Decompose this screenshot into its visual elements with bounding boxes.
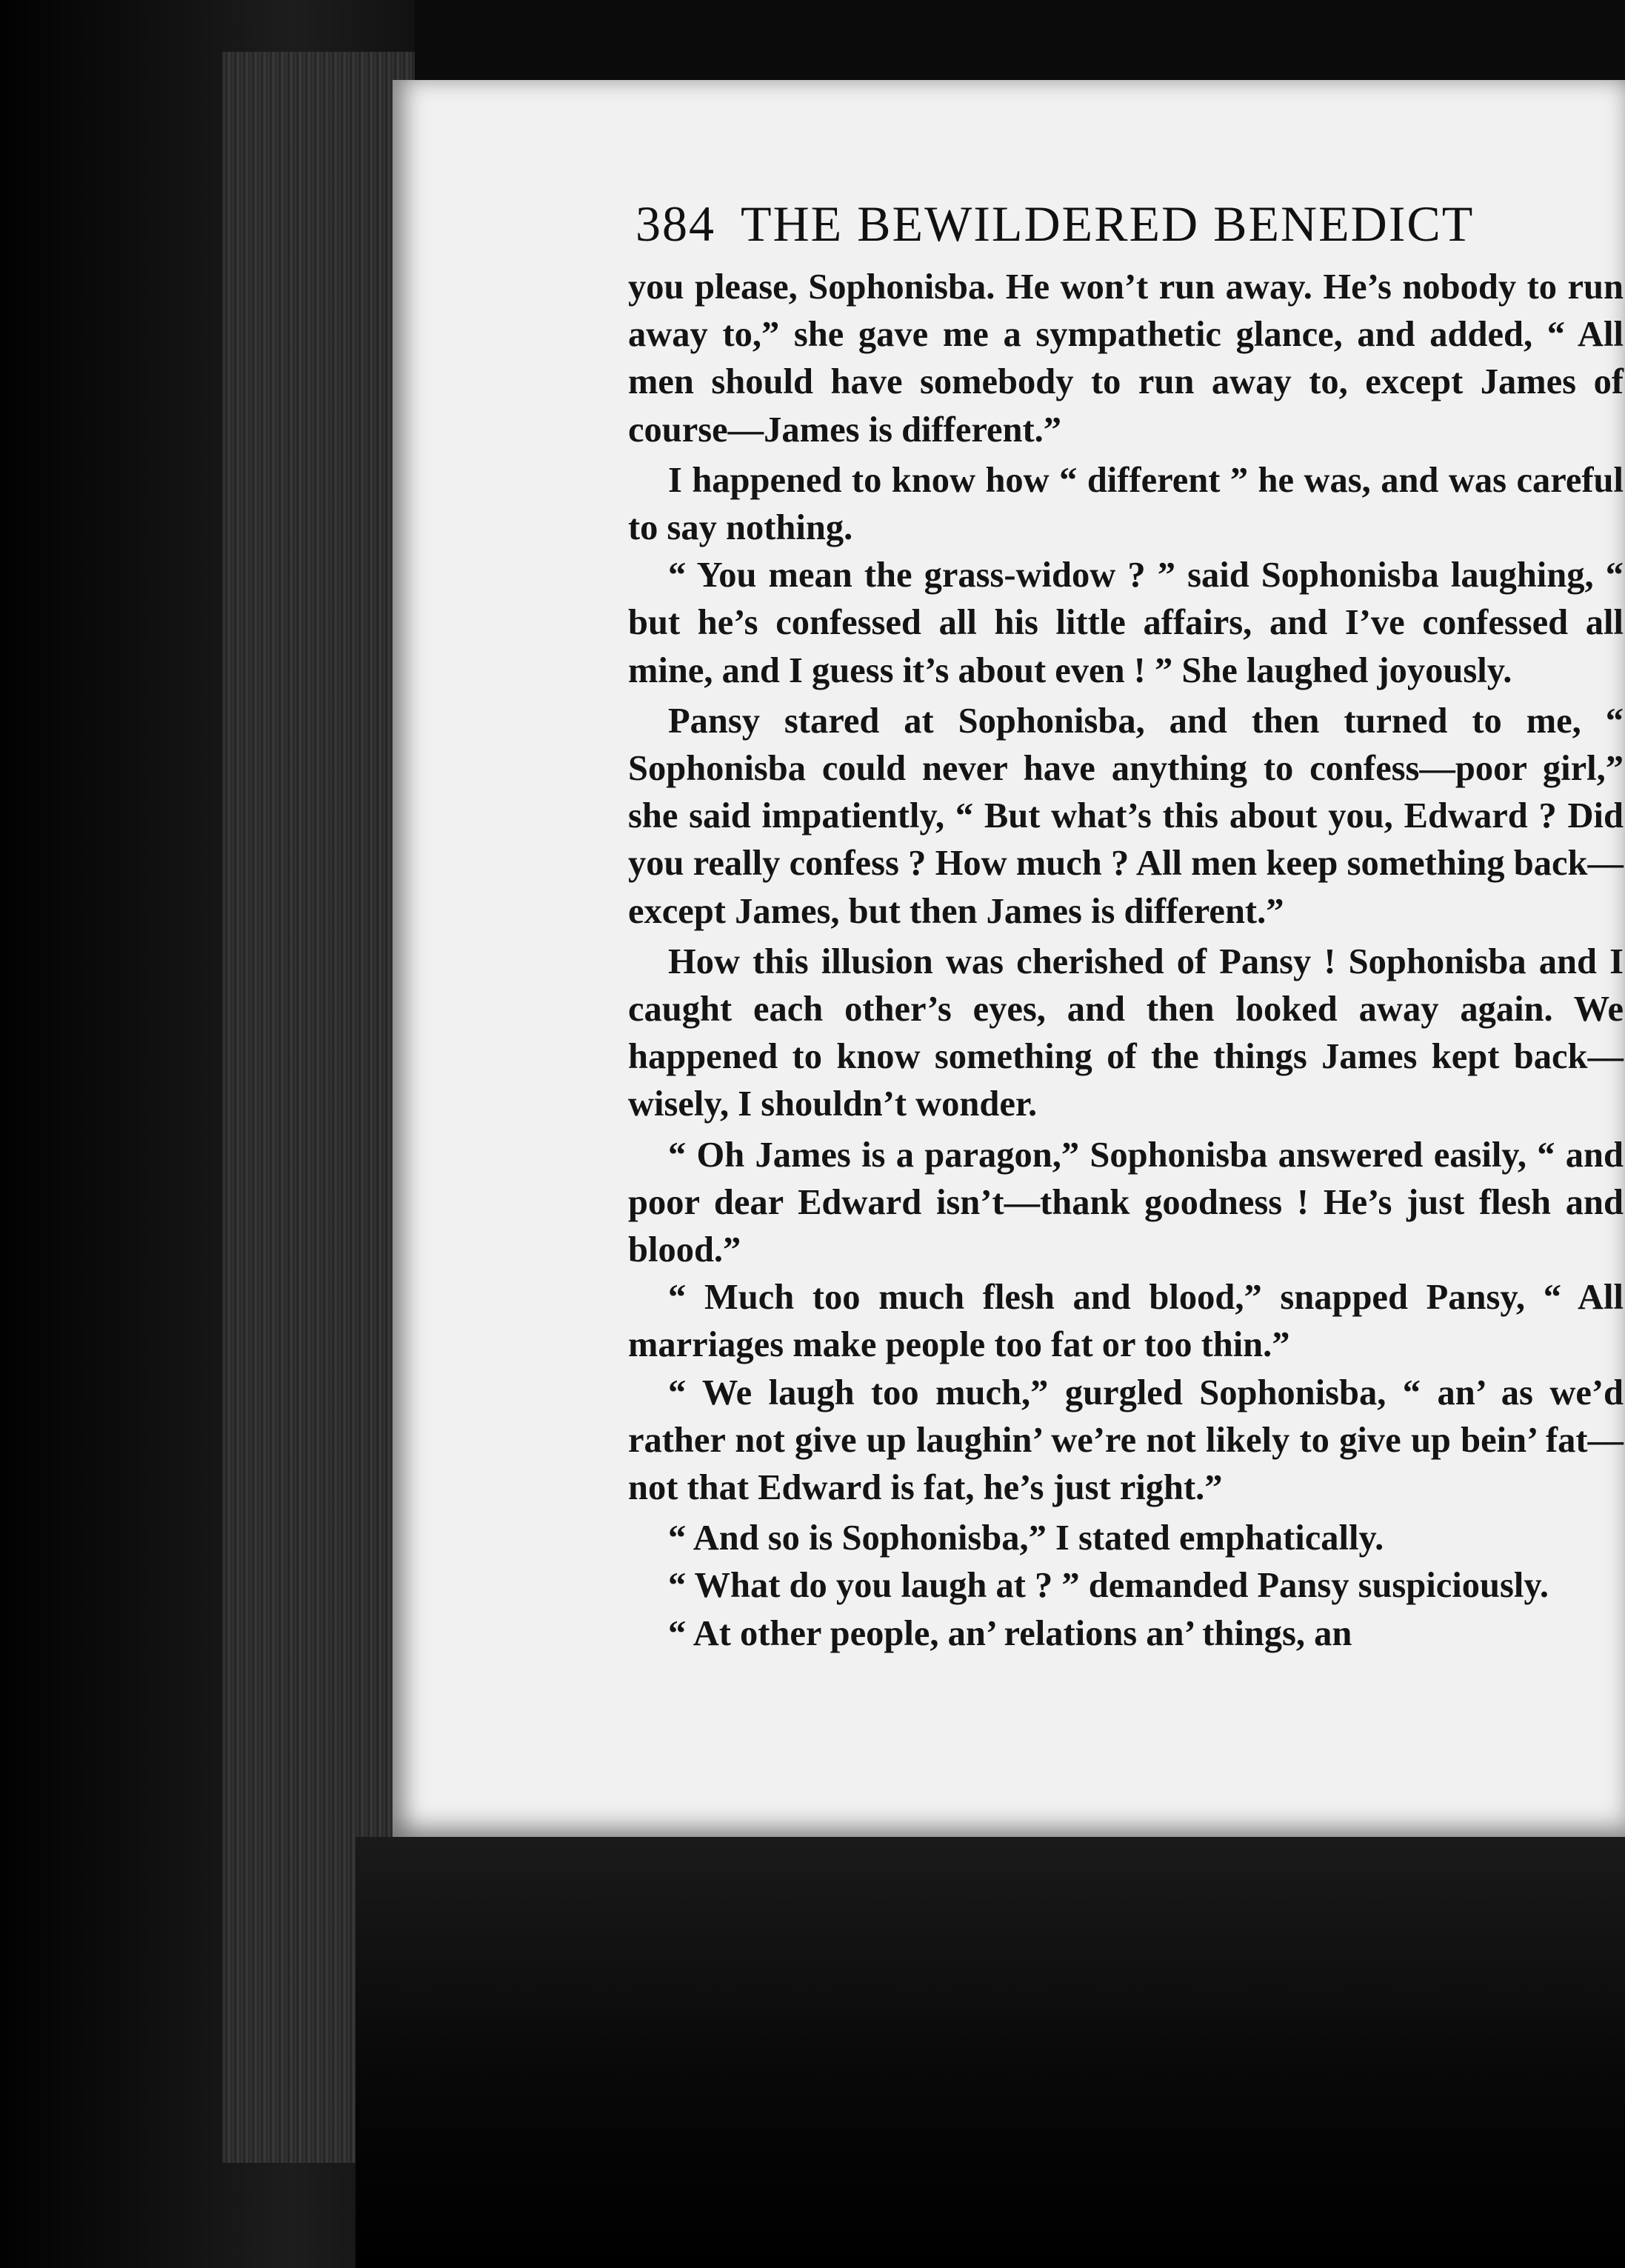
- paragraph: “ Much too much flesh and blood,” snapped Pansy, “ All marriages make people too fat or too thin.”: [628, 1278, 1624, 1365]
- dark-background-bottom: [356, 1837, 1625, 2268]
- paragraph: “ Oh James is a paragon,” Sophonisba answered easily, “ and poor dear Edward isn’t—thank goodness ! He’s just flesh and blood.”: [628, 1135, 1624, 1270]
- paragraph: How this illusion was cherished of Pansy ! Sophonisba and I caught each other’s eyes, and then looked away again. We happened to know something of the things James kept back—wisely, I shouldn’t wonder.: [628, 941, 1624, 1124]
- body-text: [628, 264, 1624, 1658]
- paragraph: “ What do you laugh at ? ” demanded Pansy suspiciously.: [668, 1566, 1549, 1606]
- paragraph: I happened to know how “ different ” he was, and was careful to say nothing.: [628, 460, 1624, 548]
- paragraph: you please, Sophonisba. He won’t run away. He’s nobody to run away to,” she gave me a sympathetic glance, and added, “ All men should have somebody to run away to, except James of course—James is different.”: [628, 267, 1624, 450]
- running-header: [635, 194, 1598, 253]
- page-number: 384: [635, 196, 715, 252]
- paragraph: “ And so is Sophonisba,” I stated emphatically.: [668, 1518, 1384, 1558]
- paragraph: “ We laugh too much,” gurgled Sophonisba, “ an’ as we’d rather not give up laughin’ we’re not likely to give up bein’ fat—not that Edward is fat, he’s just right.”: [628, 1373, 1624, 1508]
- paragraph: “ You mean the grass-widow ? ” said Sophonisba laughing, “ but he’s confessed all his little affairs, and I’ve confessed all mine, and I guess it’s about even ! ” She laughed joyously.: [628, 556, 1624, 690]
- running-head-title: THE BEWILDERED BENEDICT: [741, 196, 1475, 252]
- paragraph: “ At other people, an’ relations an’ things, an: [668, 1613, 1352, 1653]
- paragraph: Pansy stared at Sophonisba, and then turned to me, “ Sophonisba could never have anything to confess—poor girl,” she said impatiently, “ But what’s this about you, Edward ? Did you really confess ? How much ? All men keep something back—except James, but then James is different.”: [628, 701, 1624, 931]
